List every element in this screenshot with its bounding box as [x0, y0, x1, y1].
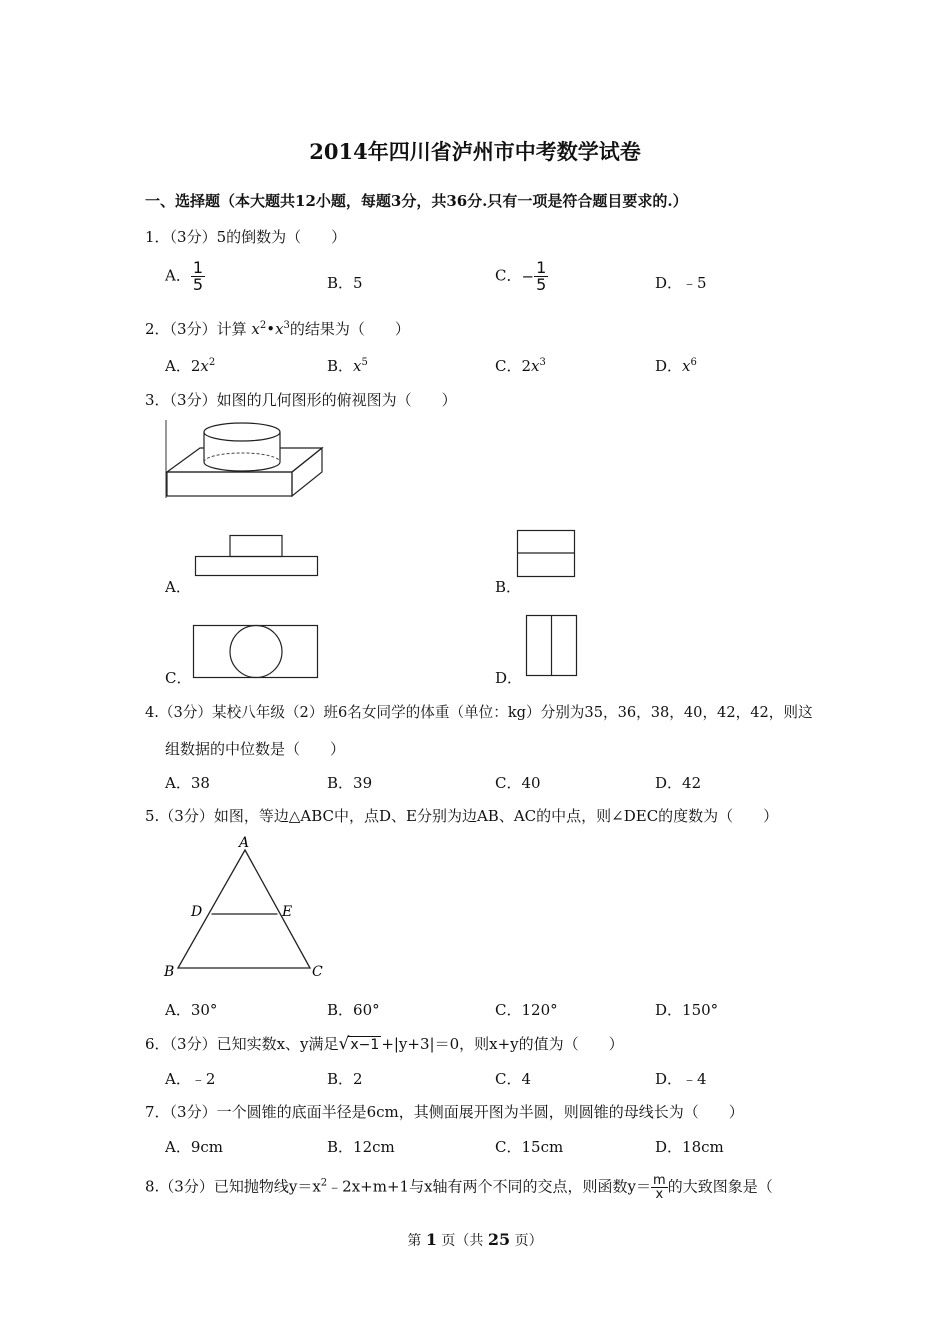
q4-option-a[interactable]: A．38: [165, 774, 210, 792]
q5-vertex-c-label: C: [312, 964, 323, 980]
q2-option-c[interactable]: C．$2x^3$: [495, 357, 546, 375]
q5-vertex-b-label: B: [164, 964, 175, 980]
q1-option-c-fraction: $\frac{1}{5}$: [536, 258, 547, 294]
page-title: 2014年四川省泸州市中考数学试卷: [309, 139, 641, 164]
section-heading: 一、选择题（本大题共12小题，每题3分，共36分.只有一项是符合题目要求的.）: [145, 192, 688, 210]
q8-fraction: $\frac{m}{x}$: [653, 1173, 666, 1202]
q3-option-d[interactable]: D．: [495, 669, 523, 687]
total-page-count: 25: [487, 1230, 511, 1249]
q1-option-a-label: A．: [165, 266, 191, 285]
q6-option-d[interactable]: D．﹣4: [655, 1070, 707, 1088]
question-1-stem: 1．（3分）5的倒数为（ ）: [145, 228, 347, 246]
q1-option-d[interactable]: D．﹣5: [655, 274, 707, 292]
q5-point-d-label: D: [191, 904, 203, 920]
q6-option-a[interactable]: A．﹣2: [165, 1070, 216, 1088]
q6-radicand: x−1: [350, 1037, 380, 1053]
q7-option-b[interactable]: B．12cm: [327, 1138, 395, 1156]
q5-vertex-a-label: A: [239, 835, 250, 851]
q3-option-c[interactable]: C．: [165, 669, 192, 687]
question-6-stem: 6．（3分）已知实数x、y满足√x−1 +|y+3|＝0，则x+y的值为（ ）: [145, 1034, 624, 1054]
q7-option-d[interactable]: D．18cm: [655, 1138, 724, 1156]
q3-option-a-figure[interactable]: [195, 535, 319, 577]
question-7-stem: 7．（3分）一个圆锥的底面半径是6cm，其侧面展开图为半圆，则圆锥的母线长为（ ）: [145, 1103, 744, 1121]
q5-option-c[interactable]: C．120°: [495, 1001, 558, 1019]
question-3-stem: 3．（3分）如图的几何图形的俯视图为（ ）: [145, 391, 457, 409]
q6-option-c[interactable]: C．4: [495, 1070, 532, 1088]
q6-option-b[interactable]: B．2: [327, 1070, 363, 1088]
q3-solid-figure: [162, 420, 322, 500]
q1-option-b[interactable]: B．5: [327, 274, 363, 292]
q2-option-a[interactable]: A．$2x^2$: [165, 357, 216, 375]
q1-option-c-label: C．: [495, 266, 522, 285]
q1-option-a-fraction: $\frac{1}{5}$: [192, 258, 204, 294]
q4-option-d[interactable]: D．42: [655, 774, 702, 792]
q2-option-b[interactable]: B．$x^5$: [327, 357, 368, 375]
question-2-stem: 2．（3分）计算 $x^2•x^3$的结果为（ ）: [145, 320, 410, 338]
page-footer: 第 1 页（共 25 页）: [407, 1230, 543, 1249]
q7-option-c[interactable]: C．15cm: [495, 1138, 564, 1156]
q5-option-b[interactable]: B．60°: [327, 1001, 380, 1019]
q4-option-c[interactable]: C．40: [495, 774, 541, 792]
q4-option-b[interactable]: B．39: [327, 774, 373, 792]
q5-triangle-figure: [160, 834, 330, 982]
q3-option-a[interactable]: A．: [165, 578, 191, 596]
question-4-stem-line1: 4.（3分）某校八年级（2）班6名女同学的体重（单位：kg）分别为35，36，38，40，42，42，则这: [145, 704, 813, 721]
q1-option-c[interactable]: [495, 260, 548, 293]
q3-option-c-figure[interactable]: [193, 625, 318, 679]
q3-option-b[interactable]: B．: [495, 578, 522, 596]
q7-option-a[interactable]: A．9cm: [165, 1138, 224, 1156]
q1-option-c-sign: −: [521, 267, 535, 286]
q5-option-a[interactable]: A．30°: [165, 1001, 218, 1019]
q3-option-b-figure[interactable]: [517, 530, 575, 578]
q5-option-d[interactable]: D．150°: [655, 1001, 719, 1019]
question-8-stem: 8.（3分）已知抛物线$y=x^2﹣2x+m+1$与x轴有两个不同的交点，则函数y＝ $\frac{m}{x}$ 的大致图象是（: [145, 1173, 773, 1202]
q5-point-e-label: E: [282, 904, 293, 920]
q1-option-a[interactable]: [165, 260, 205, 293]
q3-option-d-figure[interactable]: [526, 615, 578, 677]
question-5-stem: 5.（3分）如图，等边△ABC中，点D、E分别为边AB、AC的中点，则∠DEC的度数为（ ）: [145, 807, 779, 825]
q2-option-d[interactable]: D．$x^6$: [655, 357, 697, 375]
question-4-stem-line2: 组数据的中位数是（ ）: [165, 740, 346, 758]
current-page-number: 1: [425, 1230, 437, 1249]
